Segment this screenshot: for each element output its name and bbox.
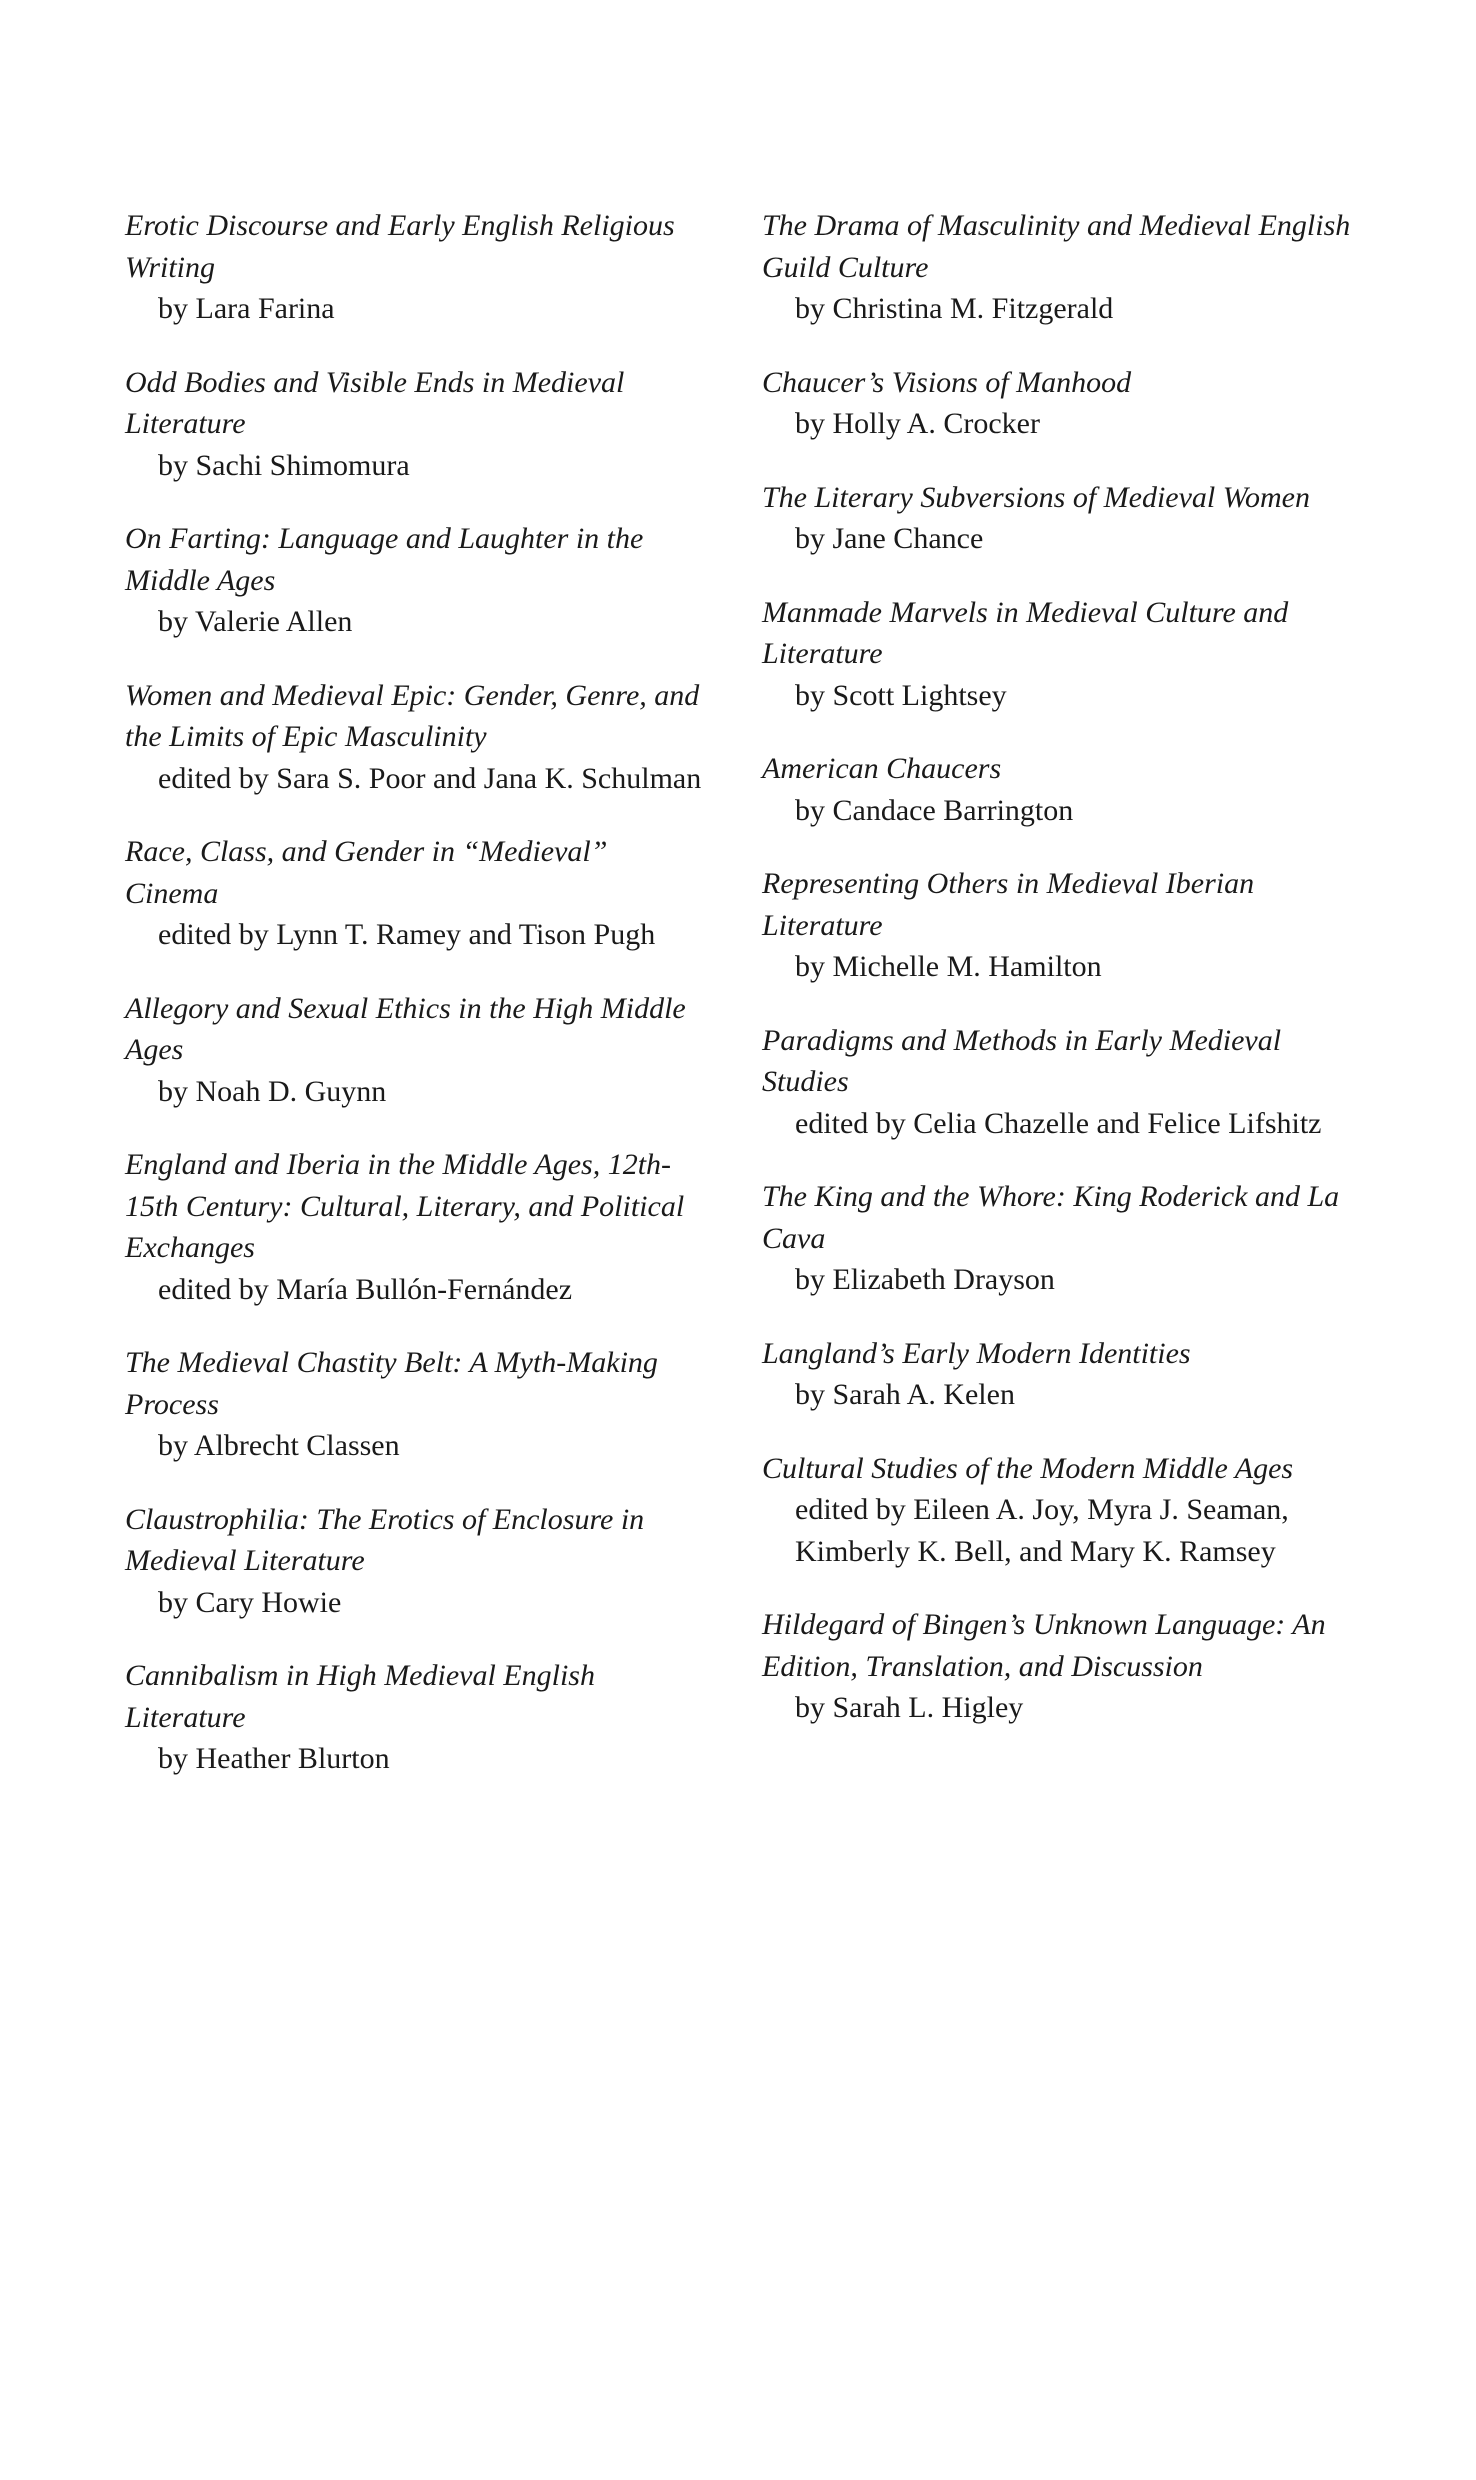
book-byline: edited by María Bullón-Fernández <box>158 1272 573 1306</box>
book-title: Erotic Discourse and Early English Religious Writing <box>125 209 675 284</box>
book-entry <box>762 362 1352 445</box>
book-entry <box>125 1499 705 1624</box>
book-entry <box>762 1333 1352 1416</box>
book-entry <box>125 518 705 643</box>
book-title: Paradigms and Methods in Early Medieval Studies <box>762 1023 1282 1098</box>
book-byline: edited by Lynn T. Ramey and Tison Pugh <box>158 918 656 951</box>
book-title: Allegory and Sexual Ethics in the High Middle Ages <box>125 991 686 1066</box>
book-entry <box>762 863 1352 988</box>
book-byline: edited by Eileen A. Joy, Myra J. Seaman, Kimberly K. Bell, and Mary K. Ramsey <box>795 1493 1289 1568</box>
book-title: England and Iberia in the Middle Ages, 12th-15th Century: Cultural, Literary, and Political Exchanges <box>125 1148 685 1264</box>
book-entry <box>125 988 705 1113</box>
book-byline: by Scott Lightsey <box>795 678 1007 712</box>
book-byline: by Elizabeth Drayson <box>795 1263 1055 1296</box>
book-byline: by Sarah L. Higley <box>795 1691 1024 1724</box>
book-byline: by Michelle M. Hamilton <box>795 950 1102 983</box>
book-entry <box>762 1448 1352 1573</box>
book-title: Hildegard of Bingen’s Unknown Language: An Edition, Translation, and Discussion <box>762 1608 1326 1683</box>
book-byline: by Lara Farina <box>158 292 335 325</box>
book-title: Chaucer’s Visions of Manhood <box>762 365 1132 399</box>
book-byline: by Valerie Allen <box>158 605 353 638</box>
book-title: Cannibalism in High Medieval English Literature <box>125 1659 595 1734</box>
book-byline: by Jane Chance <box>795 522 984 555</box>
book-byline: by Sachi Shimomura <box>158 448 410 482</box>
book-title: American Chaucers <box>762 752 1002 785</box>
book-byline: by Candace Barrington <box>795 793 1074 827</box>
book-entry <box>762 477 1352 560</box>
book-title: The Medieval Chastity Belt: A Myth-Making Process <box>125 1346 658 1421</box>
book-title: Women and Medieval Epic: Gender, Genre, and the Limits of Epic Masculinity <box>125 678 700 753</box>
book-title: Claustrophilia: The Erotics of Enclosure in Medieval Literature <box>125 1502 645 1577</box>
book-entry <box>125 1342 705 1467</box>
book-entry <box>125 831 705 956</box>
book-byline: by Cary Howie <box>158 1585 342 1619</box>
book-entry <box>762 1020 1352 1145</box>
book-entry <box>762 592 1352 717</box>
book-title: Odd Bodies and Visible Ends in Medieval Literature <box>125 365 625 440</box>
book-byline: by Holly A. Crocker <box>795 407 1040 440</box>
book-title: Race, Class, and Gender in “Medieval” Cinema <box>125 835 608 910</box>
book-title: On Farting: Language and Laughter in the Middle Ages <box>125 522 644 597</box>
book-byline: by Sarah A. Kelen <box>795 1378 1015 1411</box>
book-byline: by Albrecht Classen <box>158 1429 400 1462</box>
book-title: Langland’s Early Modern Identities <box>762 1336 1191 1370</box>
book-entry <box>762 1604 1352 1729</box>
book-byline: edited by Sara S. Poor and Jana K. Schulman <box>158 761 702 795</box>
book-title: The Literary Subversions of Medieval Women <box>762 480 1310 514</box>
book-title: Representing Others in Medieval Iberian Literature <box>762 867 1255 942</box>
book-title: The King and the Whore: King Roderick and La Cava <box>762 1180 1340 1255</box>
book-entry <box>762 205 1352 330</box>
book-entry <box>125 675 705 800</box>
book-entry <box>125 1144 705 1310</box>
left-column <box>125 205 705 1812</box>
book-entry <box>125 1655 705 1780</box>
book-entry <box>762 748 1352 831</box>
book-byline: edited by Celia Chazelle and Felice Lifshitz <box>795 1106 1322 1140</box>
book-byline: by Noah D. Guynn <box>158 1074 387 1108</box>
book-byline: by Heather Blurton <box>158 1742 390 1775</box>
book-entry <box>762 1176 1352 1301</box>
book-title: Cultural Studies of the Modern Middle Ages <box>762 1451 1294 1485</box>
book-title: Manmade Marvels in Medieval Culture and Literature <box>762 595 1289 670</box>
book-entry <box>125 362 705 487</box>
book-byline: by Christina M. Fitzgerald <box>795 292 1114 325</box>
book-title: The Drama of Masculinity and Medieval English Guild Culture <box>762 209 1351 284</box>
right-column <box>762 205 1352 1761</box>
book-entry <box>125 205 705 330</box>
